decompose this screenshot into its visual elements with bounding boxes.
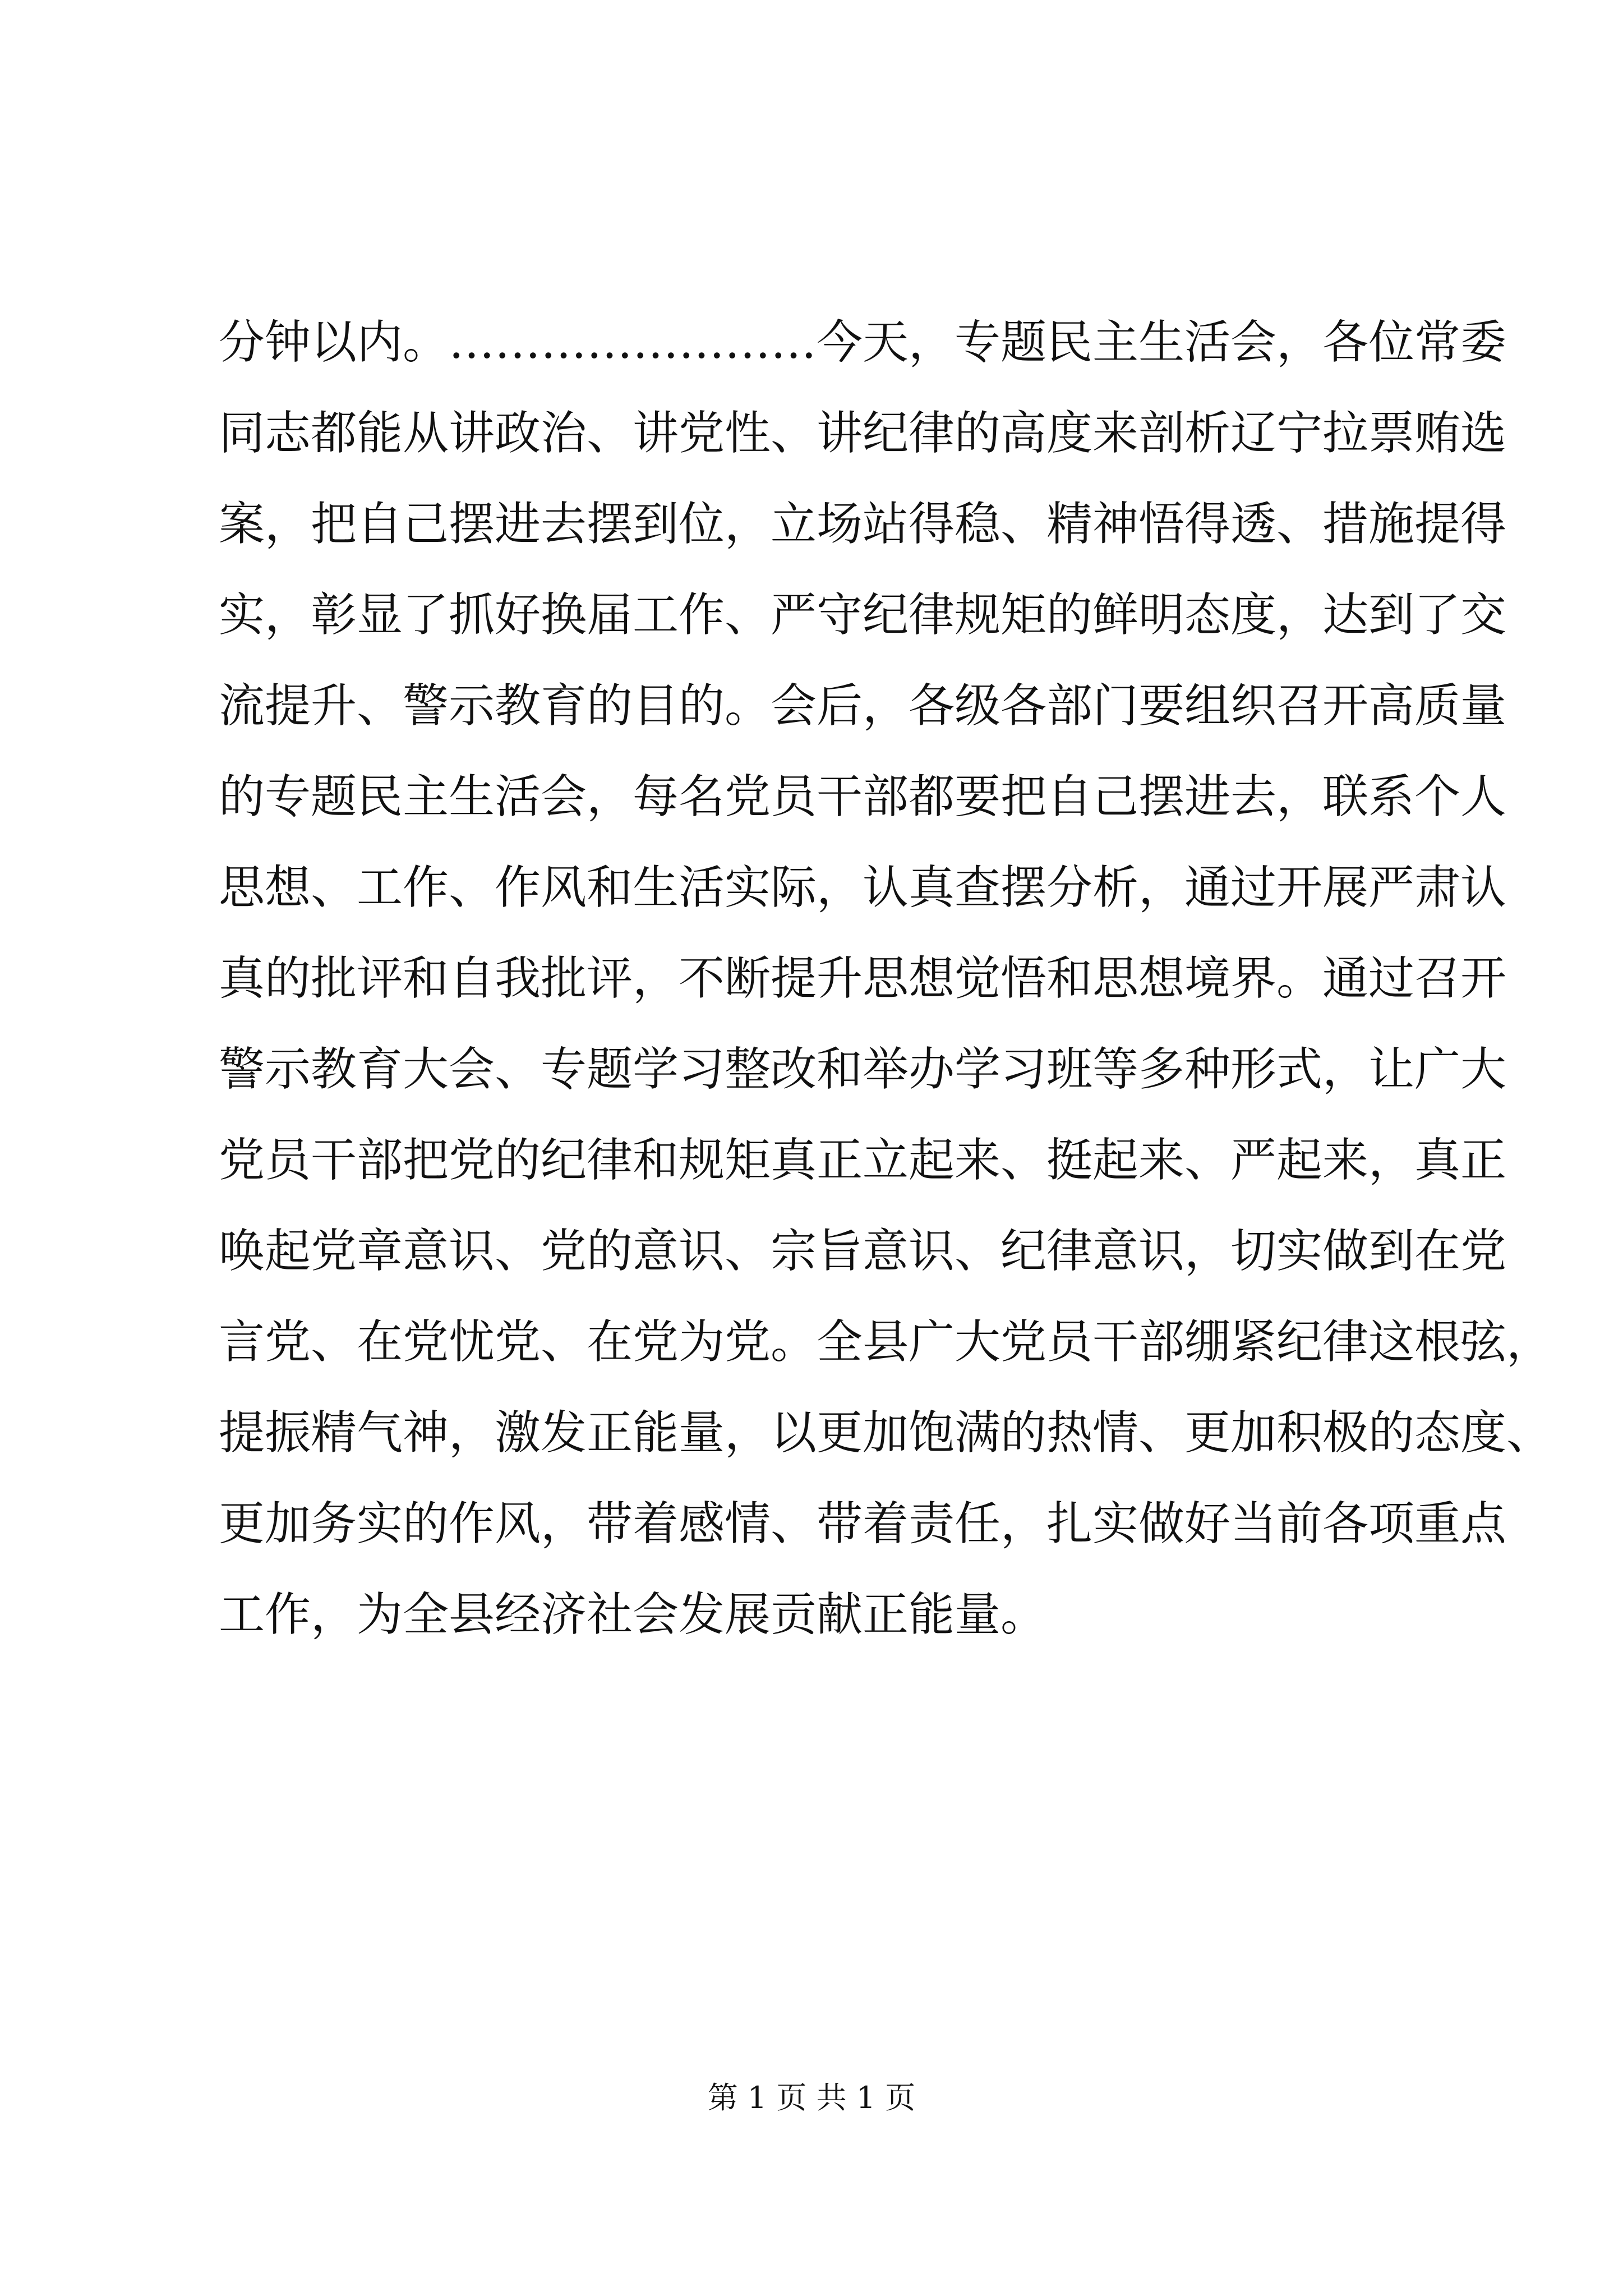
text-line: 工作，为全县经济社会发展贡献正能量。 [219,1588,1047,1641]
text-line: 党员干部把党的纪律和规矩真正立起来、挺起来、严起来，真正 [219,1134,1507,1187]
text-line: 案，把自己摆进去摆到位，立场站得稳、精神悟得透、措施提得 [219,498,1507,551]
text-line: 实，彰显了抓好换届工作、严守纪律规矩的鲜明态度，达到了交 [219,588,1507,642]
text-line: 的专题民主生活会，每名党员干部都要把自己摆进去，联系个人 [219,770,1507,823]
text-line: 思想、工作、作风和生活实际，认真查摆分析，通过开展严肃认 [219,861,1507,914]
text-line: 提振精气神，激发正能量，以更加饱满的热情、更加积极的态度、 [219,1406,1553,1460]
text-line: 同志都能从讲政治、讲党性、讲纪律的高度来剖析辽宁拉票贿选 [219,407,1507,460]
text-line: 唤起党章意识、党的意识、宗旨意识、纪律意识，切实做到在党 [219,1225,1507,1278]
page-number: 第 1 页 共 1 页 [707,2080,916,2115]
text-line: 言党、在党忧党、在党为党。全县广大党员干部绷紧纪律这根弦， [219,1315,1553,1369]
text-line: 分钟以内。……………………今天，专题民主生活会，各位常委 [219,316,1507,369]
text-line: 真的批评和自我批评，不断提升思想觉悟和思想境界。通过召开 [219,952,1507,1005]
body-paragraph [219,297,1553,1660]
page-footer [0,2078,1623,2118]
text-line: 流提升、警示教育的目的。会后，各级各部门要组织召开高质量 [219,679,1507,733]
text-line: 更加务实的作风，带着感情、带着责任，扎实做好当前各项重点 [219,1497,1507,1550]
text-line: 警示教育大会、专题学习整改和举办学习班等多种形式，让广大 [219,1043,1507,1096]
